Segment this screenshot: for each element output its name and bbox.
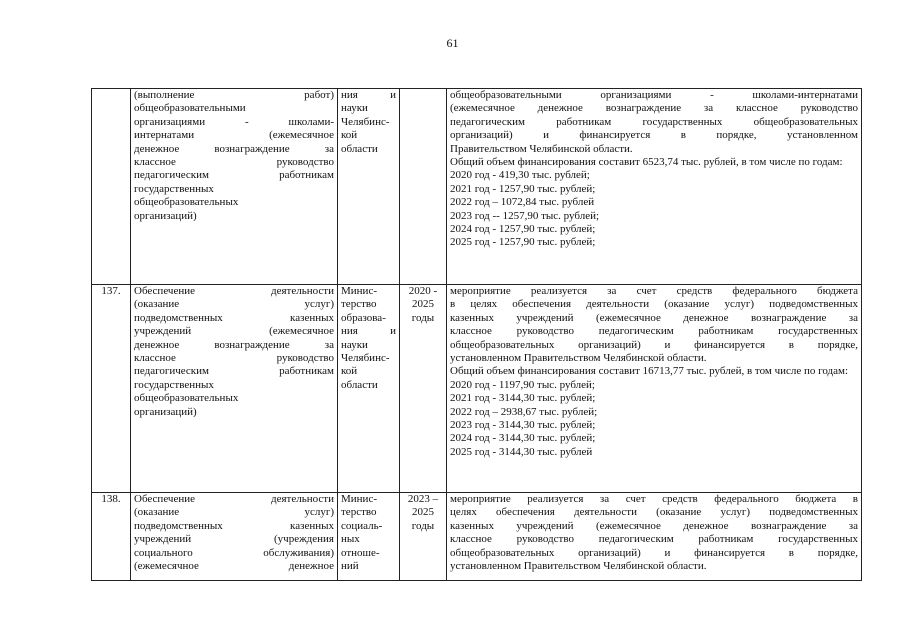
executor-line: ных (341, 533, 360, 546)
executor-line: кой (341, 365, 358, 378)
executor-line: области (341, 142, 378, 155)
name-line: педагогическим работникам (134, 169, 334, 182)
executor-line: кой (341, 129, 358, 142)
period-line: годы (411, 311, 435, 324)
executor-line: терство (341, 506, 377, 519)
year-amount: 2023 год - 3144,30 тыс. рублей; (450, 419, 596, 432)
description-line: (ежемесячное денежное вознаграждение за классное руководство (450, 102, 858, 115)
executor-line: образова- (341, 311, 386, 324)
period (400, 89, 447, 285)
name-line: социального обслуживания) (134, 546, 334, 559)
financing-total: Общий объем финансирования составит 16713,77 тыс. рублей, в том числе по годам: (450, 365, 849, 378)
table-row (92, 89, 862, 285)
description-line: педагогическим работникам государственных общеобразовательных (450, 115, 858, 128)
name-line: учреждений (учреждения (134, 533, 334, 546)
name-line: учреждений (ежемесячное (134, 325, 334, 338)
table-row (92, 493, 862, 581)
executor-line: терство (341, 298, 377, 311)
name-line: организациями - школами- (134, 115, 334, 128)
description-line: мероприятие реализуется за счет средств федерального бюджета в (450, 493, 858, 505)
name-line: подведомственных казенных (134, 311, 334, 324)
description-line: организаций) и финансируется в порядке, установленном (450, 129, 858, 142)
executor-line: социаль- (341, 519, 383, 532)
name-line: (оказание услуг) (134, 506, 334, 519)
year-amount: 2025 год - 1257,90 тыс. рублей; (450, 236, 596, 249)
year-amount: 2025 год - 3144,30 тыс. рублей (450, 445, 593, 458)
name-line: подведомственных казенных (134, 519, 334, 532)
description-line: общеобразовательных организаций) и финансируется в порядке, (450, 338, 858, 351)
period (400, 285, 447, 493)
name-line: государственных (134, 378, 214, 391)
executor-line: Челябинс- (341, 352, 390, 365)
name-line: классное руководство (134, 156, 334, 169)
financing-total: Общий объем финансирования составит 6523,74 тыс. рублей, в том числе по годам: (450, 156, 843, 169)
name-line: организаций) (134, 405, 197, 418)
year-amount: 2020 год - 1197,90 тыс. рублей; (450, 378, 595, 391)
name-line: педагогическим работникам (134, 365, 334, 378)
description (447, 285, 862, 493)
row-number (92, 89, 131, 285)
description-line: казенных учреждений (ежемесячное денежное вознаграждение за (450, 311, 858, 324)
year-amount: 2022 год – 2938,67 тыс. рублей; (450, 405, 598, 418)
description (447, 493, 862, 581)
name-line: денежное вознаграждение за (134, 142, 334, 155)
year-amount: 2021 год - 3144,30 тыс. рублей; (450, 392, 596, 405)
period-line: 2025 (412, 506, 434, 519)
period-line: 2025 (412, 298, 434, 311)
executor-line: ний (341, 560, 359, 573)
executor-line: отноше- (341, 546, 380, 559)
measure-name (131, 89, 338, 285)
table-row (92, 285, 862, 493)
name-line: общеобразовательными (134, 102, 246, 115)
description (447, 89, 862, 285)
name-line: денежное вознаграждение за (134, 338, 334, 351)
period-line: 2023 – (407, 493, 439, 505)
description-line: общеобразовательных организаций) и финансируется в порядке, (450, 546, 858, 559)
year-amount: 2023 год -- 1257,90 тыс. рублей; (450, 209, 600, 222)
description-line: в целях обеспечения деятельности (оказание услуг) подведомственных (450, 298, 858, 311)
year-amount: 2022 год – 1072,84 тыс. рублей (450, 196, 595, 209)
description-line: установленном Правительством Челябинской области. (450, 352, 707, 365)
name-line: (выполнение работ) (134, 89, 334, 101)
year-amount: 2020 год - 419,30 тыс. рублей; (450, 169, 590, 182)
program-table (91, 88, 862, 581)
measure-name (131, 285, 338, 493)
name-line: интернатами (ежемесячное (134, 129, 334, 142)
executor-line: ния и (341, 325, 396, 338)
name-line: общеобразовательных (134, 196, 239, 209)
row-number: 138. (92, 493, 131, 581)
measure-name (131, 493, 338, 581)
period (400, 493, 447, 581)
year-amount: 2024 год - 3144,30 тыс. рублей; (450, 432, 596, 445)
executor (338, 493, 400, 581)
description-line: установленном Правительством Челябинской области. (450, 560, 707, 573)
name-line: организаций) (134, 209, 197, 222)
description-line: классное руководство педагогическим работникам государственных (450, 325, 858, 338)
year-amount: 2021 год - 1257,90 тыс. рублей; (450, 182, 596, 195)
period-line: годы (411, 519, 435, 532)
executor-line: области (341, 378, 378, 391)
row-number: 137. (92, 285, 131, 493)
name-line: Обеспечение деятельности (134, 493, 334, 505)
executor-line: ния и (341, 89, 396, 101)
description-line: классное руководство педагогическим работникам государственных (450, 533, 858, 546)
description-line: общеобразовательными организациями - школами-интернатами (450, 89, 858, 101)
executor-line: Минис- (341, 285, 377, 297)
description-line: целях обеспечения деятельности (оказание услуг) подведомственных (450, 506, 858, 519)
description-line: казенных учреждений (ежемесячное денежное вознаграждение за (450, 519, 858, 532)
executor-line: Минис- (341, 493, 377, 505)
description-line: мероприятие реализуется за счет средств федерального бюджета (450, 285, 858, 297)
executor (338, 89, 400, 285)
year-amount: 2024 год - 1257,90 тыс. рублей; (450, 223, 596, 236)
description-line: Правительством Челябинской области. (450, 142, 633, 155)
executor-line: Челябинс- (341, 115, 390, 128)
executor-line: науки (341, 338, 368, 351)
name-line: государственных (134, 182, 214, 195)
name-line: (ежемесячное денежное (134, 560, 334, 573)
name-line: классное руководство (134, 352, 334, 365)
page-number: 61 (446, 36, 459, 50)
executor-line: науки (341, 102, 368, 115)
name-line: Обеспечение деятельности (134, 285, 334, 297)
name-line: (оказание услуг) (134, 298, 334, 311)
period-line: 2020 - (408, 285, 438, 297)
executor (338, 285, 400, 493)
name-line: общеобразовательных (134, 392, 239, 405)
